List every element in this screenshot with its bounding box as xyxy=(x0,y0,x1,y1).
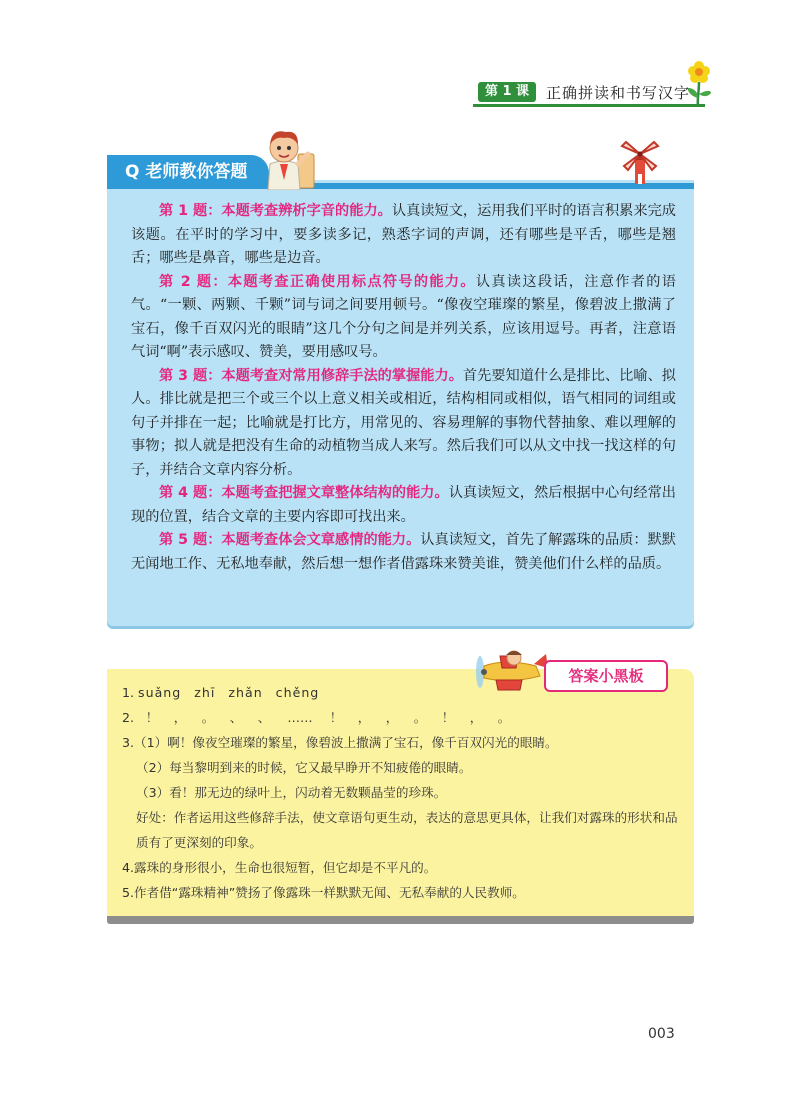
punct-mark: ， xyxy=(357,710,371,725)
answer-3-benefit: 好处：作者运用这些修辞手法，使文章语句更生动，表达的意思更具体，让我们对露珠的形状和品质有了更深刻的印象。 xyxy=(136,810,678,850)
explanation-4-label: 第 4 题：本题考查把握文章整体结构的能力。 xyxy=(159,485,449,501)
punct-mark: 、 xyxy=(229,710,243,725)
qa-explanations xyxy=(131,200,676,576)
punct-mark: 、 xyxy=(257,710,271,725)
punct-mark: ！ xyxy=(329,710,343,725)
punct-mark: …… xyxy=(287,710,313,725)
punct-mark: ， xyxy=(385,710,399,725)
page-number: 003 xyxy=(648,1026,675,1042)
punct-mark: ！ xyxy=(441,710,455,725)
punct-mark: ！ xyxy=(145,710,159,725)
explanation-3-label: 第 3 题：本题考查对常用修辞手法的掌握能力。 xyxy=(159,367,463,384)
answer-5: 5.作者借“露珠精神”赞扬了像露珠一样默默无闻、无私奉献的人民教师。 xyxy=(122,885,525,900)
answer-4: 4.露珠的身形很小，生命也很短暂，但它却是不平凡的。 xyxy=(122,860,437,875)
answer-3-2: （2）每当黎明到来的时候，它又最早睁开不知疲倦的眼睛。 xyxy=(136,760,472,775)
answer-3-3: （3）看！那无边的绿叶上，闪动着无数颗晶莹的珍珠。 xyxy=(136,785,447,800)
punct-mark: ， xyxy=(173,710,187,725)
answer-1 xyxy=(122,680,686,705)
explanation-2-text: 认真读这段话，注意作者的语气。“一颗、两颗、千颗”词与词之间要用顿号。“像夜空璀璨的繁星，像碧波上撒满了宝石，像千百双闪光的眼睛”这几个分句之间是并列关系，应该用逗号。再者，注意语气词“啊”表示感叹、赞美，要用感叹号。 xyxy=(131,273,676,360)
punct-mark: 。 xyxy=(413,710,427,725)
explanation-1-text: 认真读短文，运用我们平时的语言积累来完成该题。在平时的学习中，要多读多记，熟悉字词的声调，还有哪些是平舌，哪些是翘舌；哪些是鼻音，哪些是边音。 xyxy=(131,203,676,266)
explanation-2-label: 第 2 题：本题考查正确使用标点符号的能力。 xyxy=(159,273,476,290)
explanation-4-text: 认真读短文，然后根据中心句经常出现的位置，结合文章的主要内容即可找出来。 xyxy=(131,485,676,525)
explanation-5-label: 第 5 题：本题考查体会文章感情的能力。 xyxy=(159,532,421,548)
punct-mark: 。 xyxy=(201,710,215,725)
lesson-title: 正确拼读和书写汉字 xyxy=(546,84,691,102)
answer-2 xyxy=(122,705,686,730)
explanation-5 xyxy=(131,529,676,576)
explanation-2 xyxy=(131,271,676,365)
flower-icon xyxy=(684,60,714,108)
punct-mark: ， xyxy=(469,710,483,725)
punct-mark: 。 xyxy=(497,710,511,725)
explanation-5-text: 认真读短文，首先了解露珠的品质：默默无闻地工作、无私地奉献，然后想一想作者借露珠来赞美谁，赞美他们什么样的品质。 xyxy=(131,532,676,572)
header-rule xyxy=(473,104,705,107)
qa-panel-title: Q 老师教你答题 xyxy=(107,155,269,189)
answer-board-title: 答案小黑板 xyxy=(544,660,668,692)
explanation-1 xyxy=(131,200,676,271)
answer-board-base xyxy=(107,916,694,924)
answer-3-1: 3.（1）啊！像夜空璀璨的繁星，像碧波上撒满了宝石，像千百双闪光的眼睛。 xyxy=(122,735,558,750)
explanation-4 xyxy=(131,482,676,529)
answer-1-pinyin: suǎng zhī zhǎn chěng xyxy=(138,685,320,700)
answer-list xyxy=(122,680,686,905)
explanation-3 xyxy=(131,365,676,483)
explanation-1-label: 第 1 题：本题考查辨析字音的能力。 xyxy=(159,203,392,219)
explanation-3-text: 首先要知道什么是排比、比喻、拟人。排比就是把三个或三个以上意义相关或相近，结构相同或相似，语气相同的词组或句子并排在一起；比喻就是打比方，用常见的、容易理解的事物代替抽象、难以理解的事物；拟人就是把没有生命的动植物当成人来写。然后我们可以从文中找一找这样的句子，并结合文章内容分析。 xyxy=(131,367,676,478)
teacher-icon xyxy=(258,124,318,190)
answer-1-number: 1. xyxy=(122,685,135,700)
windmill-icon xyxy=(616,138,664,186)
answer-2-number: 2. xyxy=(122,710,135,725)
lesson-badge: 第 1 课 xyxy=(478,82,536,102)
